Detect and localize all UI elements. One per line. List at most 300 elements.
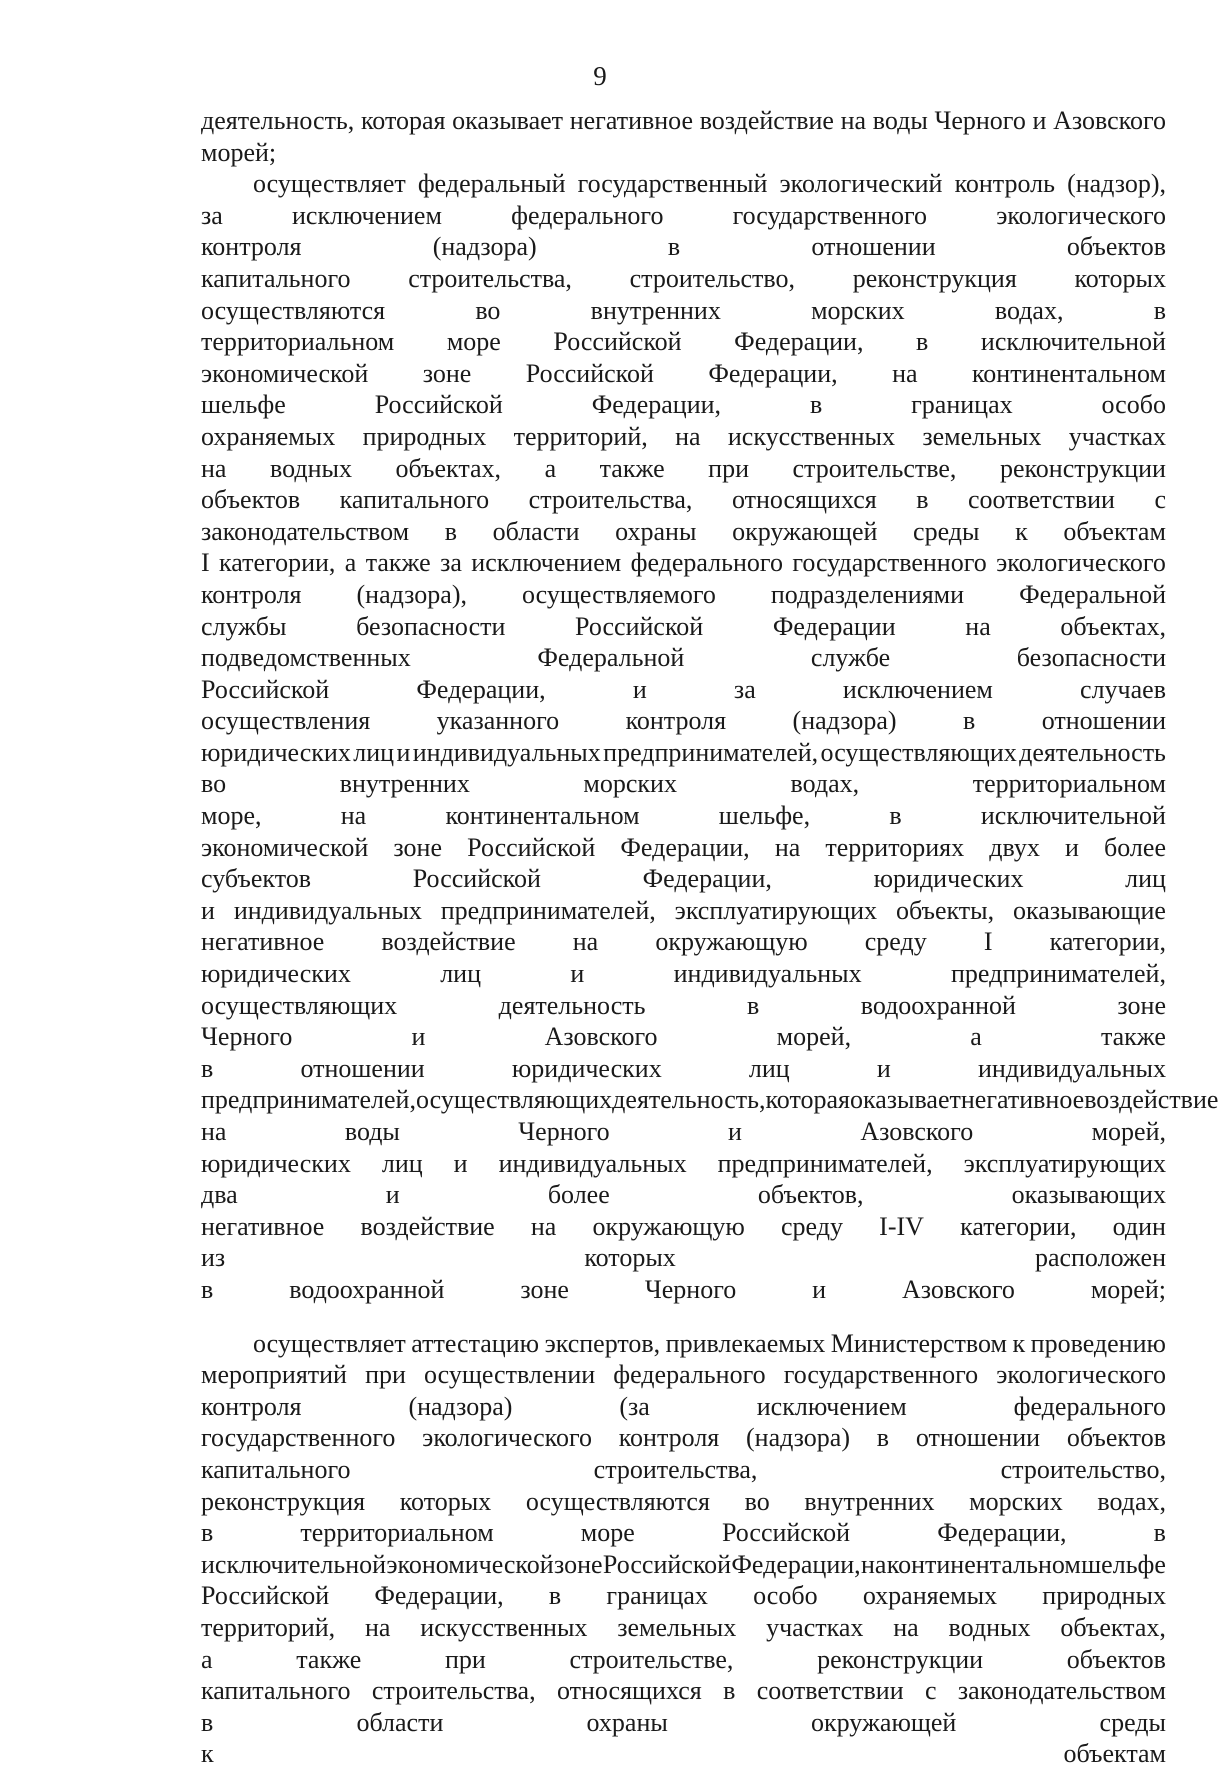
word: реконструкции: [817, 1644, 984, 1674]
word: оказывающие: [1013, 895, 1166, 925]
word: и: [453, 1148, 468, 1178]
word: также: [365, 548, 431, 578]
word: Российской: [721, 1518, 851, 1548]
word: также: [296, 1644, 362, 1674]
word: морских: [583, 769, 677, 799]
word: категории,: [960, 1211, 1077, 1241]
word: федерального: [630, 548, 783, 578]
word: федерального: [613, 1360, 766, 1390]
text-line: [201, 326, 1166, 358]
text-line: [201, 1675, 1166, 1707]
text-line: [201, 705, 1166, 737]
word: подведомственных: [201, 643, 411, 673]
word: зоне: [393, 832, 442, 862]
word: также: [599, 453, 665, 483]
word: и: [570, 959, 585, 989]
text-line: [201, 263, 1166, 295]
word: в: [444, 516, 457, 546]
word: Российской: [525, 358, 654, 388]
word: соответствии: [968, 485, 1115, 515]
paragraph-federal-control: [201, 168, 1218, 1305]
word: предпринимателей,: [440, 895, 656, 925]
word: категории,: [219, 548, 336, 578]
word: службы: [201, 611, 287, 641]
word: лиц: [1125, 864, 1166, 894]
word: лиц: [440, 959, 481, 989]
word: на: [893, 1612, 919, 1642]
word: юридических: [201, 959, 351, 989]
word: Федерации,: [591, 390, 722, 420]
word: объектам: [1063, 516, 1166, 546]
text-line: [201, 231, 1166, 263]
word: и: [1032, 106, 1047, 135]
text-line: [201, 1179, 1166, 1211]
word: деятельность: [498, 990, 646, 1020]
word: эксплуатирующих: [674, 895, 878, 925]
word: негативное: [569, 106, 694, 135]
word: континентальном: [886, 1549, 1081, 1579]
word: морских: [811, 295, 905, 325]
word: в: [809, 390, 823, 420]
word: водных: [948, 1612, 1031, 1642]
word: Азовского: [860, 1117, 974, 1146]
word: а: [201, 1644, 213, 1674]
word: оказывает: [452, 106, 564, 135]
word: области: [492, 516, 580, 546]
word: охраны: [615, 516, 697, 546]
word: капитального: [201, 263, 351, 293]
text-line: [201, 1084, 1218, 1116]
word: участках: [766, 1612, 864, 1642]
word: территориальном: [972, 769, 1166, 799]
word: с: [925, 1676, 937, 1706]
word: деятельность: [1019, 737, 1166, 767]
word: оказывающих: [1011, 1180, 1166, 1210]
word: Российской: [553, 327, 682, 357]
word: Федерации: [772, 611, 896, 641]
word: Российской: [575, 611, 704, 641]
word: Российской: [467, 832, 596, 862]
word: участках: [1068, 421, 1166, 451]
text-line: [201, 1580, 1166, 1612]
text-line: [201, 1422, 1166, 1454]
word: более: [1104, 832, 1166, 862]
word: оказывает: [849, 1085, 961, 1115]
word: земельных: [922, 421, 1042, 451]
word: строительства,: [528, 485, 693, 515]
word: лиц: [748, 1053, 790, 1083]
word: Федерации,: [708, 358, 838, 388]
word: I-IV: [879, 1211, 924, 1241]
word: и: [411, 1022, 426, 1052]
word: морей,: [1091, 1117, 1166, 1146]
word: и: [1065, 832, 1079, 862]
word: которая: [765, 1085, 850, 1115]
word: зоне: [1117, 990, 1166, 1020]
word: исключением: [291, 200, 442, 230]
word: относящихся: [556, 1676, 702, 1706]
word: Федеральной: [537, 643, 685, 673]
word: капитального: [201, 1676, 351, 1706]
word: объектов,: [757, 1180, 864, 1210]
word: в: [746, 990, 760, 1020]
word: юридических: [873, 864, 1024, 894]
word: экологического: [422, 1423, 592, 1453]
word: контроля: [201, 579, 302, 609]
text-line: [201, 1053, 1166, 1085]
word: осуществления: [201, 706, 371, 736]
word: строительство,: [629, 263, 796, 293]
word: объектов: [1066, 1644, 1166, 1674]
word: при: [365, 1360, 406, 1390]
word: Черного: [518, 1117, 610, 1146]
text-line: в водоохранной зоне Черного и Азовского морей;: [201, 1274, 1166, 1304]
word: капитального: [201, 1454, 351, 1484]
word: отношении: [1041, 706, 1166, 736]
word: за: [201, 200, 223, 230]
word: в: [1153, 295, 1166, 325]
text-line: к объектам: [201, 1739, 1166, 1769]
text-line: [201, 832, 1166, 864]
word: шельфе: [201, 390, 286, 420]
word: внутренних: [804, 1486, 935, 1516]
word: Федерации,: [620, 832, 750, 862]
word: исключительной: [201, 1549, 387, 1579]
word: предпринимателей,: [603, 737, 819, 767]
word: на: [840, 106, 867, 135]
word: строительство,: [1000, 1454, 1166, 1484]
word: государственного: [732, 200, 928, 230]
word: Федерации,: [734, 327, 864, 357]
text-line: [201, 1486, 1166, 1518]
word: контроля: [201, 232, 302, 262]
word: территориальном: [300, 1518, 494, 1548]
word: в: [548, 1581, 562, 1611]
word: среду: [781, 1211, 843, 1241]
word: Федерации,: [416, 674, 546, 704]
page-number: 9: [593, 61, 607, 91]
text-line: [201, 579, 1166, 611]
word: воздействие: [1084, 1085, 1218, 1115]
word: исключением: [842, 674, 993, 704]
word: на: [861, 1549, 887, 1579]
text-line: [201, 958, 1166, 990]
word: исключением: [756, 1391, 907, 1421]
text-line: [201, 105, 1166, 137]
paragraph-expert-attestation: [201, 1328, 1166, 1770]
text-line: [201, 863, 1166, 895]
word: реконструкция: [852, 263, 1017, 293]
word: исключением: [471, 548, 622, 578]
word: Федерации,: [937, 1518, 1067, 1548]
word: объекты,: [895, 895, 995, 925]
word: государственного: [792, 548, 987, 578]
word: государственного: [201, 1423, 396, 1453]
word: искусственных: [727, 421, 896, 451]
word: воды: [872, 106, 928, 135]
text-line: [201, 926, 1166, 958]
word: I: [983, 927, 993, 957]
document-body: [201, 105, 1218, 1770]
text-line: [201, 674, 1166, 706]
word: один: [1112, 1211, 1166, 1241]
text-line: [201, 1517, 1166, 1549]
word: категории,: [1049, 927, 1166, 957]
word: государственный: [577, 169, 768, 199]
word: осуществляемого: [522, 579, 716, 609]
word: экспертов,: [544, 1328, 661, 1358]
word: отношении: [300, 1053, 425, 1083]
word: I: [201, 548, 210, 578]
word: водоохранной: [860, 990, 1016, 1020]
word: во: [744, 1486, 770, 1516]
word: морей,: [776, 1022, 852, 1052]
word: строительства,: [593, 1454, 758, 1484]
word: привлекаемых: [665, 1328, 826, 1358]
word: строительства,: [408, 263, 572, 293]
word: (надзора): [432, 232, 537, 262]
text-line: [201, 1211, 1166, 1243]
word: на: [201, 453, 227, 483]
word: экологического: [996, 548, 1166, 578]
word: а: [970, 1022, 982, 1052]
word: лиц: [381, 1148, 423, 1178]
word: с: [1154, 485, 1166, 515]
word: среду: [864, 927, 927, 957]
word: осуществляющих: [201, 990, 398, 1020]
word: контроля: [625, 706, 727, 736]
text-line: [201, 1021, 1166, 1053]
word: индивидуальных: [498, 1148, 687, 1178]
word: Российской: [374, 390, 503, 420]
word: осуществляет: [253, 169, 406, 199]
word: при: [444, 1644, 486, 1674]
word: окружающей: [811, 1707, 957, 1737]
word: строительстве,: [569, 1644, 734, 1674]
word: море: [446, 327, 501, 357]
word: предпринимателей,: [201, 1085, 416, 1115]
word: экологического: [996, 1360, 1166, 1390]
word: области: [356, 1707, 444, 1737]
word: отношении: [811, 232, 936, 262]
word: водных: [269, 453, 352, 483]
word: (надзора): [408, 1391, 513, 1421]
word: негативное: [201, 1211, 325, 1241]
word: мероприятий: [201, 1360, 347, 1390]
word: охраняемых: [201, 421, 336, 451]
word: водах,: [1097, 1486, 1166, 1516]
text-line: [201, 389, 1166, 421]
word: предпринимателей,: [717, 1148, 933, 1178]
word: на: [572, 927, 599, 957]
word: за: [733, 674, 756, 704]
word: исключительной: [980, 327, 1166, 357]
word: проведению: [1030, 1328, 1166, 1358]
word: относящихся: [731, 485, 877, 515]
word: объектов: [1066, 1423, 1166, 1453]
word: воздействие: [381, 927, 516, 957]
word: Российской: [201, 674, 330, 704]
word: (за: [619, 1391, 650, 1421]
text-line: [201, 1707, 1166, 1739]
word: и: [632, 674, 647, 704]
word: осуществляются: [201, 295, 386, 325]
word: экономической: [201, 832, 369, 862]
word: водах,: [790, 769, 860, 799]
word: шельфе,: [718, 801, 811, 831]
word: отношении: [915, 1423, 1041, 1453]
word: зоне: [422, 358, 472, 388]
word: окружающей: [732, 516, 878, 546]
word: море,: [201, 801, 262, 831]
text-line: [201, 768, 1166, 800]
word: которых: [399, 1486, 492, 1516]
word: воздействие: [699, 106, 834, 135]
word: в: [723, 1676, 736, 1706]
word: территориях: [825, 832, 965, 862]
text-line: [201, 516, 1166, 548]
word: к: [1012, 1328, 1026, 1358]
word: за: [440, 548, 462, 578]
word: (надзор),: [1067, 169, 1166, 199]
word: и: [385, 1180, 400, 1210]
word: Российской: [602, 1549, 732, 1579]
word: континентальном: [971, 358, 1166, 388]
word: исключительной: [980, 801, 1166, 831]
word: территориальном: [201, 327, 395, 357]
word: капитального: [339, 485, 490, 515]
word: реконструкции: [999, 453, 1166, 483]
word: экологический: [779, 169, 943, 199]
word: Черного: [201, 1022, 293, 1052]
word: объектах,: [395, 453, 502, 483]
text-line: морей;: [201, 137, 277, 167]
word: подразделениями: [770, 579, 965, 609]
word: службе: [810, 643, 891, 673]
word: на: [675, 421, 701, 451]
word: на: [965, 611, 991, 641]
word: во: [201, 769, 227, 799]
word: границах: [606, 1581, 708, 1611]
word: в: [963, 706, 976, 736]
text-line: [201, 358, 1166, 390]
word: на: [774, 832, 801, 862]
word: федерального: [511, 200, 664, 230]
text-line: [201, 1148, 1166, 1180]
word: деятельность,: [612, 1085, 766, 1115]
word: объектов: [201, 485, 301, 515]
word: среды: [913, 516, 980, 546]
text-line: [201, 1328, 1166, 1360]
word: эксплуатирующих: [963, 1148, 1166, 1178]
word: окружающую: [655, 927, 808, 957]
word: контроля: [201, 1391, 302, 1421]
word: зоне: [554, 1549, 603, 1579]
word: юридических: [201, 737, 351, 767]
word: на: [530, 1211, 557, 1241]
word: деятельность,: [201, 106, 355, 135]
word: (надзора): [792, 706, 897, 736]
word: реконструкция: [201, 1486, 366, 1516]
word: к: [1015, 516, 1028, 546]
text-line: [201, 895, 1166, 927]
text-line: [201, 200, 1166, 232]
word: Федерации,: [374, 1581, 504, 1611]
word: в: [201, 1053, 214, 1083]
word: Российской: [412, 864, 541, 894]
text-line: [201, 547, 1166, 579]
word: субъектов: [201, 864, 312, 894]
word: в: [916, 485, 929, 515]
word: среды: [1099, 1707, 1166, 1737]
word: законодательством: [957, 1676, 1166, 1706]
word: индивидуальных: [233, 895, 422, 925]
text-line: [201, 168, 1166, 200]
word: а: [344, 548, 357, 578]
text-line: [201, 611, 1166, 643]
word: а: [544, 453, 557, 483]
text-line: [201, 421, 1166, 453]
word: и: [201, 895, 215, 925]
word: на: [892, 358, 918, 388]
word: во: [475, 295, 501, 325]
paragraph-gap: [201, 1306, 1166, 1328]
word: Черного: [934, 106, 1026, 135]
word: индивидуальных: [412, 737, 601, 767]
text-line: [201, 295, 1166, 327]
word: два: [201, 1180, 238, 1210]
word: объектах,: [1060, 611, 1166, 641]
word: воды: [344, 1117, 400, 1146]
word: и: [396, 737, 411, 767]
word: которых: [1074, 263, 1166, 293]
word: государственного: [783, 1360, 979, 1390]
word: (надзора),: [356, 579, 467, 609]
word: законодательством: [201, 516, 410, 546]
word: Федерации,: [731, 1549, 861, 1579]
word: Федерации,: [642, 864, 772, 894]
word: которая: [360, 106, 446, 135]
text-line: [201, 1549, 1166, 1581]
text-line: [201, 1644, 1166, 1676]
text-line: из которых расположен: [201, 1243, 1166, 1273]
word: в: [201, 1518, 214, 1548]
word: на: [201, 1117, 227, 1146]
word: на: [340, 801, 367, 831]
word: федерального: [1013, 1391, 1166, 1421]
word: в: [667, 232, 681, 262]
word: охраны: [586, 1707, 668, 1737]
word: на: [365, 1612, 391, 1642]
word: осуществляющих: [820, 737, 1017, 767]
word: осуществлении: [424, 1360, 596, 1390]
word: безопасности: [356, 611, 506, 641]
word: объектах,: [1060, 1612, 1166, 1642]
word: особо: [1101, 390, 1166, 420]
word: Российской: [201, 1581, 330, 1611]
word: внутренних: [339, 769, 470, 799]
word: более: [547, 1180, 610, 1210]
word: экономической: [386, 1549, 554, 1579]
word: континентальном: [445, 801, 640, 831]
word: территорий,: [513, 421, 648, 451]
word: в: [876, 1423, 890, 1453]
word: при: [708, 453, 749, 483]
word: границах: [911, 390, 1013, 420]
word: двух: [989, 832, 1040, 862]
word: лиц: [353, 737, 395, 767]
word: особо: [753, 1581, 818, 1611]
